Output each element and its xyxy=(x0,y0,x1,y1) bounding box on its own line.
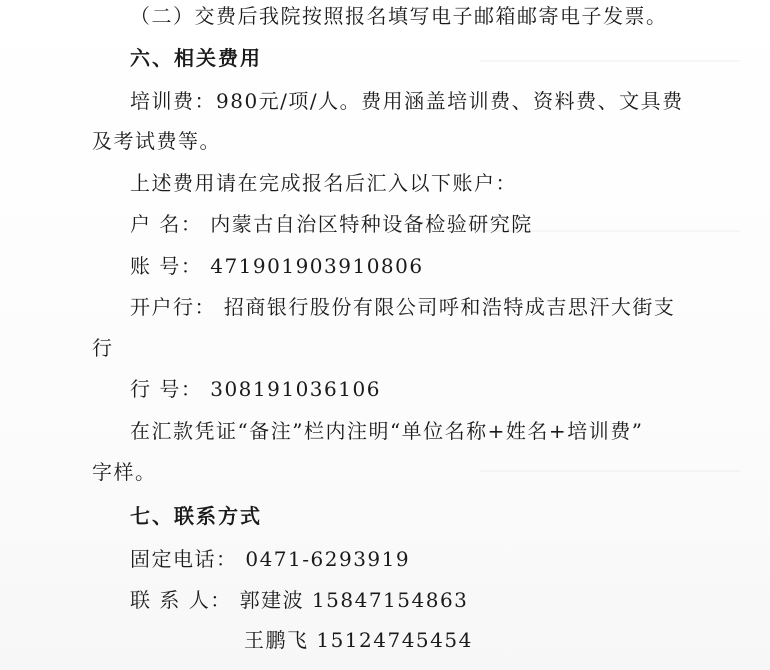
section-6-title: 六、相关费用 xyxy=(130,46,262,70)
contact-person-1: 郭建波 15847154863 xyxy=(239,588,469,612)
bank-no-label: 行 号： xyxy=(130,377,203,401)
account-name-value: 内蒙古自治区特种设备检验研究院 xyxy=(210,212,533,236)
phone-value: 0471-6293919 xyxy=(245,547,411,571)
bank-value-continued: 行 xyxy=(92,336,114,360)
bank-label: 开户行： xyxy=(130,295,216,319)
bank-no-value: 308191036106 xyxy=(210,377,381,401)
remark-line-1: 在汇款凭证“备注”栏内注明“单位名称+姓名+培训费” xyxy=(130,419,644,443)
contact-person-2: 王鹏飞 15124745454 xyxy=(244,628,473,652)
fee-line-2: 及考试费等。 xyxy=(92,129,221,153)
bank-value: 招商银行股份有限公司呼和浩特成吉思汗大街支 xyxy=(223,295,676,319)
contact-row-1 xyxy=(130,587,468,613)
bank-no-row xyxy=(130,376,381,402)
contact-label: 联 系 人： xyxy=(130,588,232,612)
remit-intro: 上述费用请在完成报名后汇入以下账户： xyxy=(130,171,517,195)
section-7-title: 七、联系方式 xyxy=(130,504,262,528)
phone-row xyxy=(130,546,410,572)
scan-noise xyxy=(480,60,740,62)
account-name-row xyxy=(130,211,533,237)
remark-line-2: 字样。 xyxy=(92,460,157,484)
account-no-label: 账 号： xyxy=(130,254,203,278)
phone-label: 固定电话： xyxy=(130,547,238,571)
scan-noise xyxy=(480,470,740,472)
account-name-label: 户 名： xyxy=(130,212,203,236)
account-no-row xyxy=(130,253,424,279)
account-no-value: 471901903910806 xyxy=(210,254,424,278)
invoice-note: （二）交费后我院按照报名填写电子邮箱邮寄电子发票。 xyxy=(130,4,668,28)
fee-line-1: 培训费：980元/项/人。费用涵盖培训费、资料费、文具费 xyxy=(130,89,684,113)
bank-row xyxy=(130,294,675,320)
